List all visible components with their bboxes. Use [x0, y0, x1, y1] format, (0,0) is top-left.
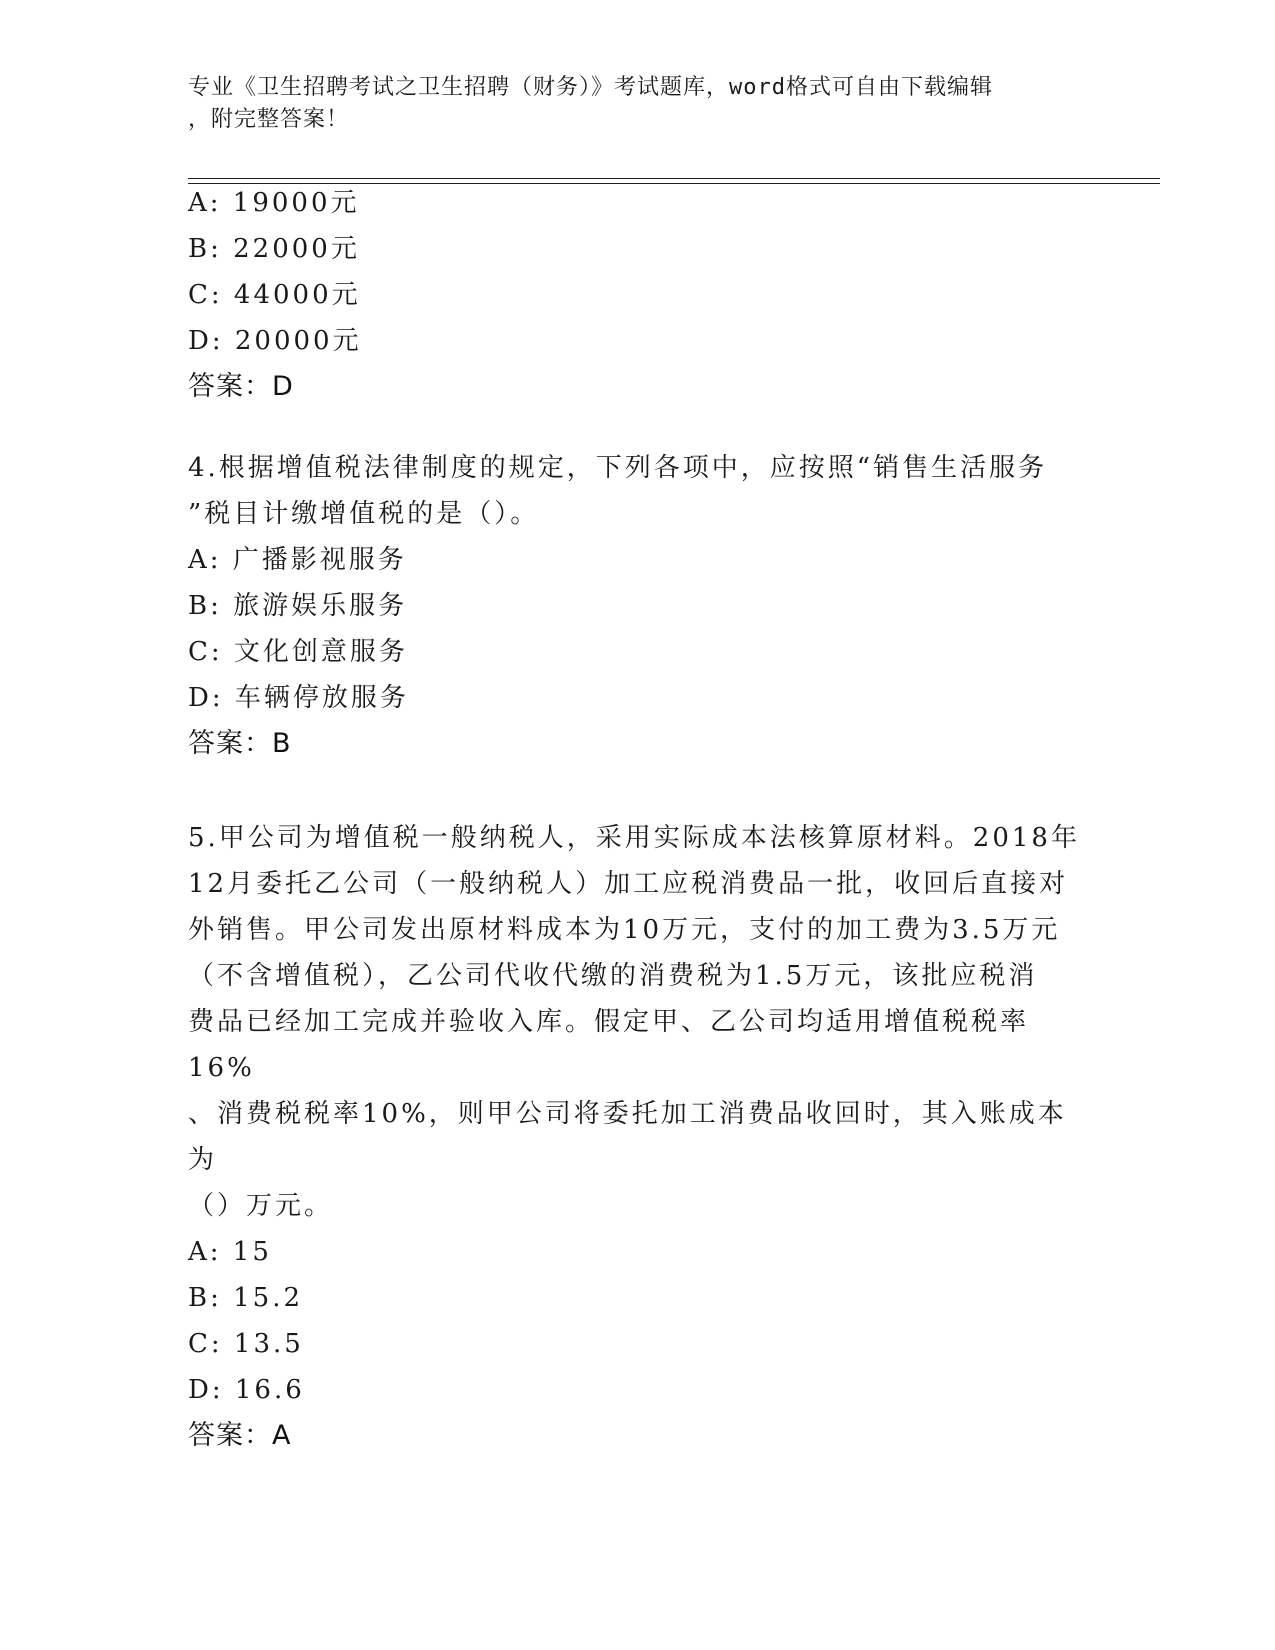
question-4-block — [188, 445, 1088, 767]
q5-question-text: 5.甲公司为增值税一般纳税人，采用实际成本法核算原材料。2018年 12月委托乙公司（一般纳税人）加工应税消费品一批，收回后直接对 外销售。甲公司发出原材料成本为10万元，支付的加工费为3.5万元 （不含增值税），乙公司代收代缴的消费税为1.5万元，该批应税消 费品已经加工完成并验收入库。假定甲、乙公司均适用增值税税率16% 、消费税税率10%，则甲公司将委托加工消费品收回时，其入账成本为 （）万元。 — [188, 823, 1080, 1221]
q4-answer: 答案：B — [188, 728, 292, 759]
q5-answer: 答案：A — [188, 1420, 292, 1451]
question-3-block — [188, 180, 1088, 410]
q5-option-c: C: 13.5 — [188, 1329, 304, 1359]
q4-option-d: D: 车辆停放服务 — [188, 683, 409, 713]
header-divider-top — [188, 178, 1160, 179]
q4-question-text: 4.根据增值税法律制度的规定，下列各项中，应按照“销售生活服务 ”税目计缴增值税的是（）。 — [188, 453, 1048, 529]
q3-option-d: D: 20000元 — [188, 326, 362, 356]
question-5-block — [188, 815, 1088, 1459]
q3-option-a: A: 19000元 — [188, 188, 360, 218]
q4-option-c: C: 文化创意服务 — [188, 637, 408, 667]
q5-option-d: D: 16.6 — [188, 1375, 305, 1405]
q4-option-b: B: 旅游娱乐服务 — [188, 591, 408, 621]
q3-option-c: C: 44000元 — [188, 280, 361, 310]
q3-option-b: B: 22000元 — [188, 234, 360, 264]
q5-option-a: A: 15 — [188, 1237, 272, 1267]
document-header: 专业《卫生招聘考试之卫生招聘（财务）》考试题库，word格式可自由下载编辑 ，附完整答案！ — [188, 75, 993, 132]
q4-option-a: A: 广播影视服务 — [188, 545, 407, 575]
q3-answer: 答案：D — [188, 371, 294, 402]
q5-option-b: B: 15.2 — [188, 1283, 304, 1313]
